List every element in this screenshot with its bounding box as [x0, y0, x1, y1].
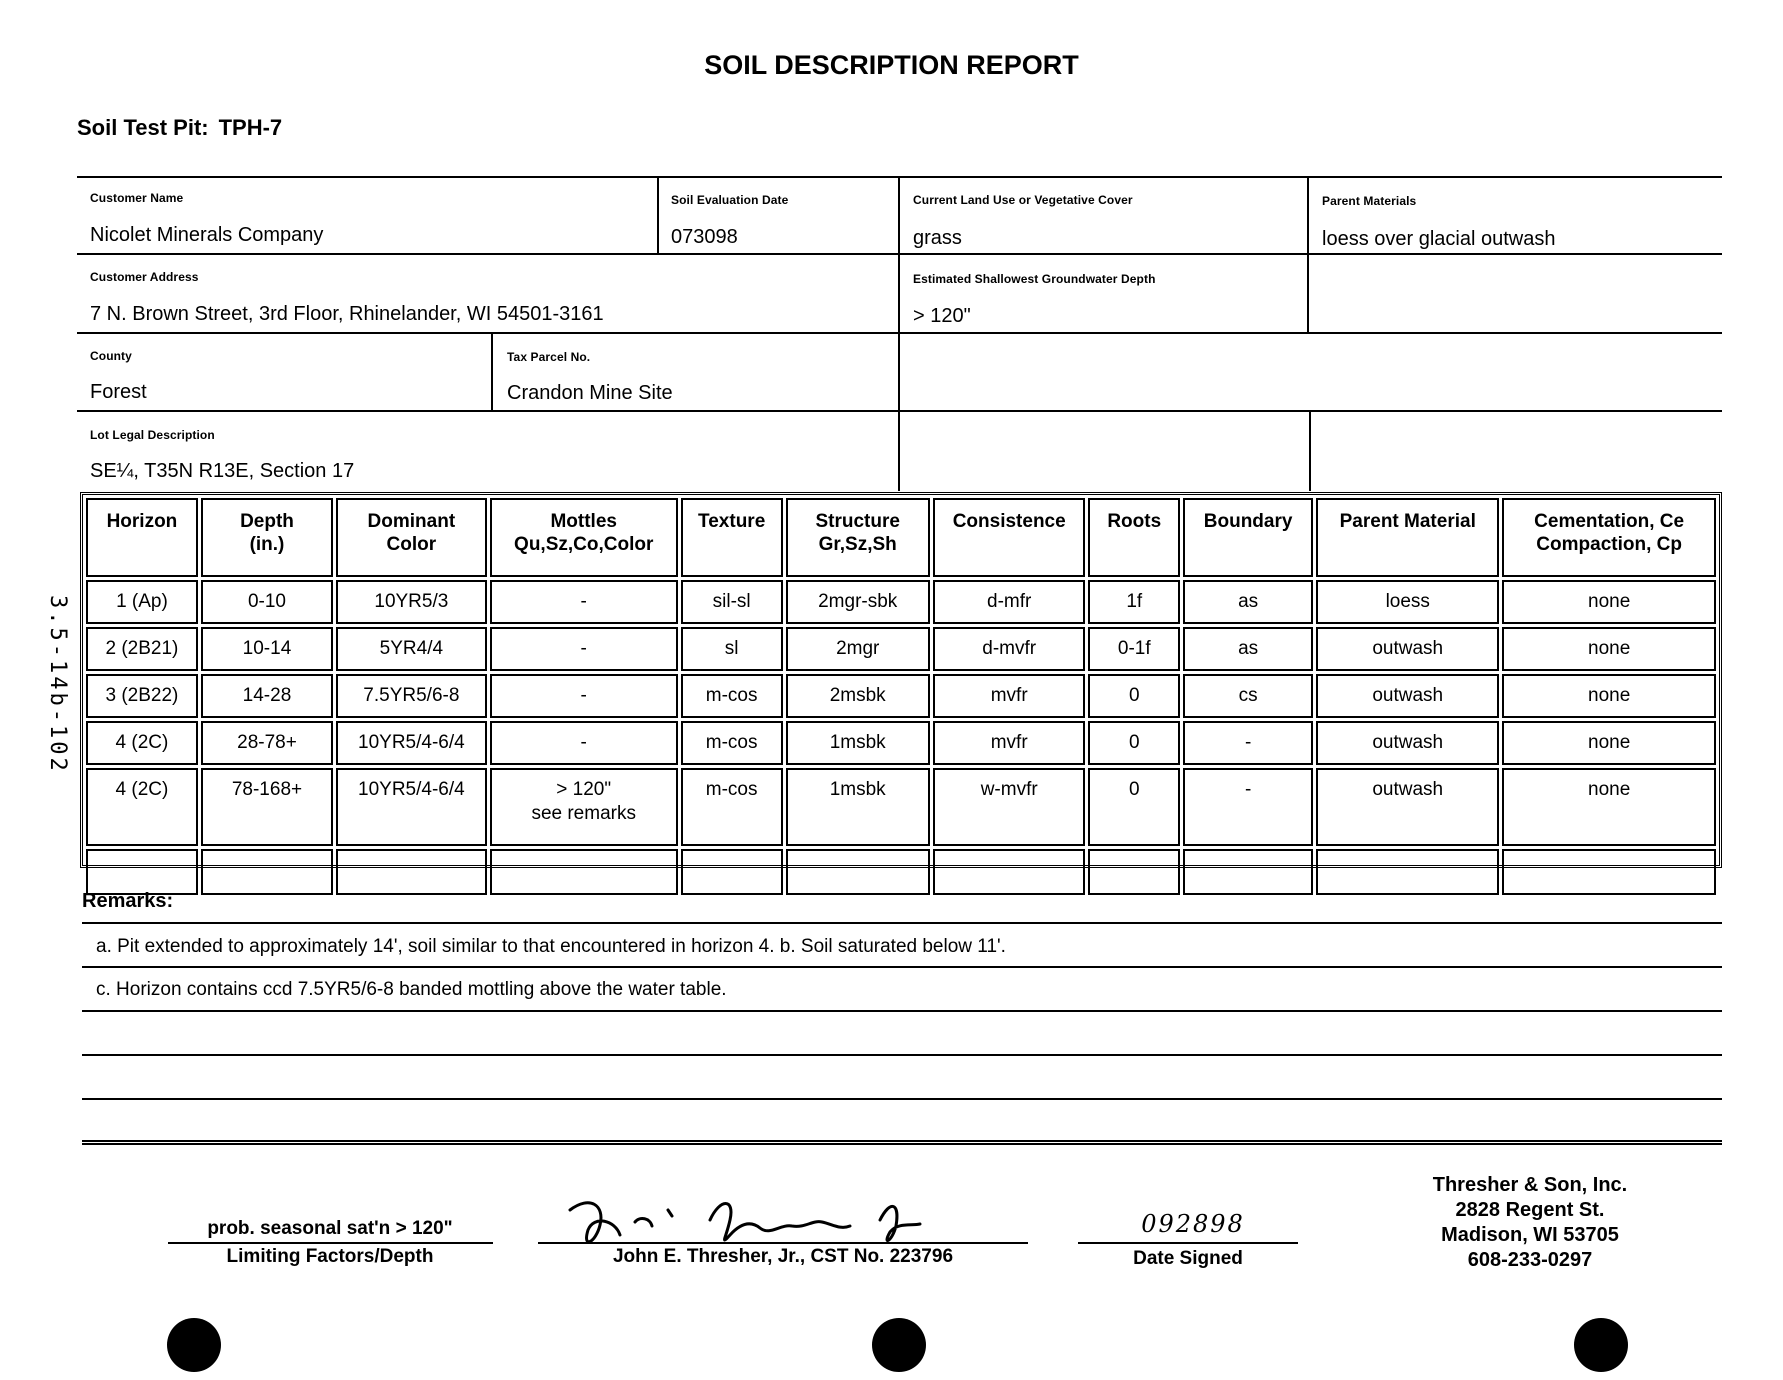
header-cell: Parent Material — [1316, 498, 1499, 577]
header-info-grid — [77, 176, 1722, 491]
header-cell: Depth (in.) — [201, 498, 333, 577]
table-cell: mvfr — [933, 721, 1086, 765]
header-cell: Roots — [1088, 498, 1180, 577]
table-cell: d-mvfr — [933, 627, 1086, 671]
table-header-row — [86, 498, 1716, 577]
eval-date-label: Soil Evaluation Date — [671, 193, 789, 207]
table-row — [86, 627, 1716, 671]
table-cell: - — [1183, 721, 1313, 765]
limiting-factors-value: prob. seasonal sat'n > 120" — [207, 1218, 453, 1239]
table-cell: 0 — [1088, 674, 1180, 718]
signer-name: John E. Thresher, Jr., CST No. 223796 — [612, 1246, 954, 1267]
date-signed-label: Date Signed — [1133, 1248, 1243, 1269]
header-cell: Dominant Color — [336, 498, 487, 577]
table-cell: 0 — [1088, 768, 1180, 846]
punch-hole — [167, 1318, 221, 1372]
horizon-table — [80, 492, 1722, 868]
table-cell — [933, 849, 1086, 895]
table-cell: 78-168+ — [201, 768, 333, 846]
table-cell: loess — [1316, 580, 1499, 624]
table-cell: 0 — [1088, 721, 1180, 765]
table-cell: 2mgr-sbk — [786, 580, 930, 624]
table-cell: - — [490, 674, 678, 718]
table-cell: outwash — [1316, 627, 1499, 671]
punch-hole — [1574, 1318, 1628, 1372]
company-name: Thresher & Son, Inc. — [1432, 1174, 1628, 1196]
table-cell: sl — [681, 627, 783, 671]
table-cell: none — [1502, 674, 1716, 718]
table-row — [86, 674, 1716, 718]
table-cell: 2mgr — [786, 627, 930, 671]
table-cell: 1msbk — [786, 721, 930, 765]
eval-date: 073098 — [671, 226, 738, 248]
table-cell: none — [1502, 627, 1716, 671]
county: Forest — [90, 381, 147, 403]
table-cell — [681, 849, 783, 895]
lot-legal: SE¼, T35N R13E, Section 17 — [90, 460, 355, 482]
customer-name: Nicolet Minerals Company — [90, 224, 324, 246]
limiting-factors-label: Limiting Factors/Depth — [226, 1246, 434, 1267]
table-cell: 0-1f — [1088, 627, 1180, 671]
punch-hole — [872, 1318, 926, 1372]
company-street: 2828 Regent St. — [1455, 1199, 1605, 1221]
company-city: Madison, WI 53705 — [1441, 1224, 1619, 1246]
customer-address-label: Customer Address — [90, 270, 199, 284]
header-cell: Consistence — [933, 498, 1086, 577]
tax-parcel: Crandon Mine Site — [507, 382, 673, 404]
table-cell — [786, 849, 930, 895]
table-cell — [1316, 849, 1499, 895]
header-cell: Mottles Qu,Sz,Co,Color — [490, 498, 678, 577]
remarks-heading: Remarks: — [82, 890, 174, 912]
table-row-empty — [86, 849, 1716, 895]
table-cell: as — [1183, 627, 1313, 671]
table-cell: - — [1183, 768, 1313, 846]
table-cell: 10-14 — [201, 627, 333, 671]
company-address — [1400, 1173, 1660, 1273]
table-cell: 2 (2B21) — [86, 627, 198, 671]
table-cell: w-mvfr — [933, 768, 1086, 846]
table-row — [86, 721, 1716, 765]
table-cell: sil-sl — [681, 580, 783, 624]
table-cell: m-cos — [681, 768, 783, 846]
tax-parcel-label: Tax Parcel No. — [507, 350, 591, 364]
customer-address: 7 N. Brown Street, 3rd Floor, Rhinelander, WI 54501-3161 — [90, 303, 604, 325]
groundwater-label: Estimated Shallowest Groundwater Depth — [913, 272, 1156, 286]
table-cell — [336, 849, 487, 895]
table-cell — [490, 849, 678, 895]
table-cell: none — [1502, 721, 1716, 765]
customer-name-label: Customer Name — [90, 191, 184, 205]
header-cell: Horizon — [86, 498, 198, 577]
table-cell: 4 (2C) — [86, 721, 198, 765]
table-cell — [86, 849, 198, 895]
table-cell: cs — [1183, 674, 1313, 718]
table-cell: outwash — [1316, 674, 1499, 718]
table-cell: 7.5YR5/6-8 — [336, 674, 487, 718]
header-cell: Boundary — [1183, 498, 1313, 577]
land-use-label: Current Land Use or Vegetative Cover — [913, 193, 1133, 207]
table-cell: 10YR5/4-6/4 — [336, 768, 487, 846]
header-cell: Texture — [681, 498, 783, 577]
table-cell: 5YR4/4 — [336, 627, 487, 671]
table-row — [86, 580, 1716, 624]
table-cell: outwash — [1316, 721, 1499, 765]
table-cell: > 120" see remarks — [490, 768, 678, 846]
side-reference-number: 3.5-14b-102 — [45, 595, 70, 774]
table-cell — [1183, 849, 1313, 895]
parent-materials: loess over glacial outwash — [1322, 228, 1556, 250]
table-cell: 10YR5/3 — [336, 580, 487, 624]
table-cell: outwash — [1316, 768, 1499, 846]
table-cell: d-mfr — [933, 580, 1086, 624]
remarks-line-1: a. Pit extended to approximately 14', soil similar to that encountered in horizon 4. b. Soil saturated below 11'. — [96, 936, 1006, 957]
table-cell — [1088, 849, 1180, 895]
header-cell: Cementation, Ce Compaction, Cp — [1502, 498, 1716, 577]
table-cell: mvfr — [933, 674, 1086, 718]
table-cell: 10YR5/4-6/4 — [336, 721, 487, 765]
table-cell — [201, 849, 333, 895]
table-cell: 0-10 — [201, 580, 333, 624]
table-cell: 28-78+ — [201, 721, 333, 765]
table-cell: none — [1502, 580, 1716, 624]
remarks-line-2: c. Horizon contains ccd 7.5YR5/6-8 banded mottling above the water table. — [96, 979, 727, 1000]
county-label: County — [90, 349, 132, 363]
table-cell: m-cos — [681, 721, 783, 765]
groundwater-depth: > 120" — [913, 305, 971, 327]
table-row — [86, 768, 1716, 846]
table-cell: 14-28 — [201, 674, 333, 718]
date-signed-value: 092898 — [1141, 1210, 1245, 1238]
table-cell: - — [490, 721, 678, 765]
table-cell: 1 (Ap) — [86, 580, 198, 624]
table-cell: 2msbk — [786, 674, 930, 718]
table-cell: 1f — [1088, 580, 1180, 624]
table-cell: 1msbk — [786, 768, 930, 846]
table-cell: as — [1183, 580, 1313, 624]
parent-materials-label: Parent Materials — [1322, 194, 1417, 208]
lot-legal-label: Lot Legal Description — [90, 428, 215, 442]
soil-test-pit — [77, 115, 282, 141]
pit-label: Soil Test Pit: — [77, 115, 209, 140]
table-cell: 4 (2C) — [86, 768, 198, 846]
report-title: SOIL DESCRIPTION REPORT — [704, 50, 1079, 80]
header-cell: Structure Gr,Sz,Sh — [786, 498, 930, 577]
pit-value: TPH-7 — [218, 115, 283, 140]
company-phone: 608-233-0297 — [1467, 1249, 1593, 1271]
table-cell: 3 (2B22) — [86, 674, 198, 718]
table-cell — [1502, 849, 1716, 895]
land-use: grass — [913, 227, 962, 249]
table-cell: none — [1502, 768, 1716, 846]
table-cell: - — [490, 627, 678, 671]
table-cell: m-cos — [681, 674, 783, 718]
table-cell: - — [490, 580, 678, 624]
